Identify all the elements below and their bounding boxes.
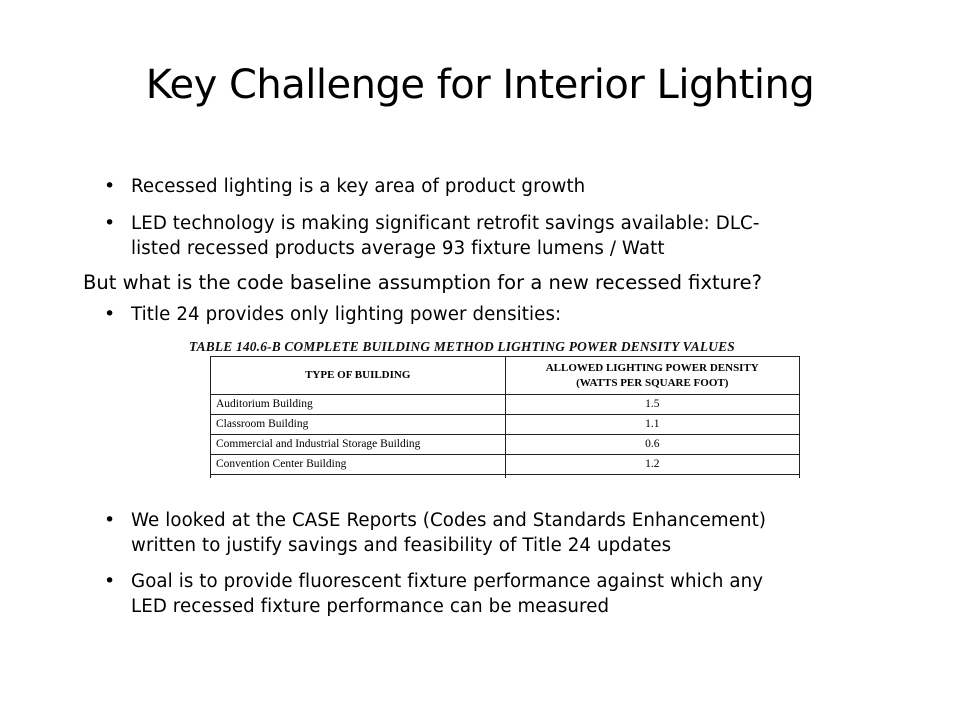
bullet-title24 [131, 302, 831, 327]
table-row [211, 435, 800, 455]
table-row [211, 415, 800, 435]
bullet-marker: • [104, 175, 116, 197]
bullet-marker: • [104, 212, 116, 234]
bullet-line: Goal is to provide fluorescent fixture performance against which any [131, 571, 764, 592]
slide-title: Key Challenge for Interior Lighting [145, 62, 815, 108]
table-cell-value: 1.2 [505, 455, 800, 475]
table-cell-type: Commercial and Industrial Storage Building [211, 435, 506, 455]
bullet-line: LED recessed fixture performance can be measured [131, 596, 610, 617]
table-cell-type: Auditorium Building [211, 395, 506, 415]
bullet-line: We looked at the CASE Reports (Codes and Standards Enhancement) [131, 510, 767, 531]
bullet-case-reports [131, 508, 831, 558]
table-cell-value: 1.5 [505, 395, 800, 415]
table-header-row [211, 357, 800, 395]
bullet-marker: • [104, 509, 116, 531]
table-row [211, 455, 800, 475]
subheading: But what is the code baseline assumption for a new recessed fixture? [83, 271, 762, 294]
bullet-line: written to justify savings and feasibility of Title 24 updates [131, 535, 672, 556]
lpd-table [210, 356, 800, 495]
bullet-goal [131, 569, 831, 619]
table-header-density-line2: (WATTS PER SQUARE FOOT) [576, 376, 729, 389]
table-header-type: TYPE OF BUILDING [211, 357, 506, 395]
bullet-line: Recessed lighting is a key area of product growth [131, 176, 586, 197]
table-crop-mask [205, 478, 805, 498]
table-row [211, 395, 800, 415]
table-cell-type: Convention Center Building [211, 455, 506, 475]
table-cell-value: 0.6 [505, 435, 800, 455]
table-caption: TABLE 140.6-B COMPLETE BUILDING METHOD LIGHTING POWER DENSITY VALUES [189, 339, 735, 354]
table-header-density-line1: ALLOWED LIGHTING POWER DENSITY [545, 361, 759, 374]
bullet-recessed-growth [131, 174, 831, 199]
bullet-marker: • [104, 303, 116, 325]
table-cell-value: 1.1 [505, 415, 800, 435]
table-header-density [505, 357, 800, 395]
table-cell-type: Classroom Building [211, 415, 506, 435]
bullet-line: Title 24 provides only lighting power densities: [131, 304, 562, 325]
bullet-marker: • [104, 570, 116, 592]
bullet-line: LED technology is making significant retrofit savings available: DLC- [131, 213, 760, 234]
bullet-line: listed recessed products average 93 fixture lumens / Watt [131, 238, 665, 259]
bullet-led-technology [131, 211, 831, 261]
